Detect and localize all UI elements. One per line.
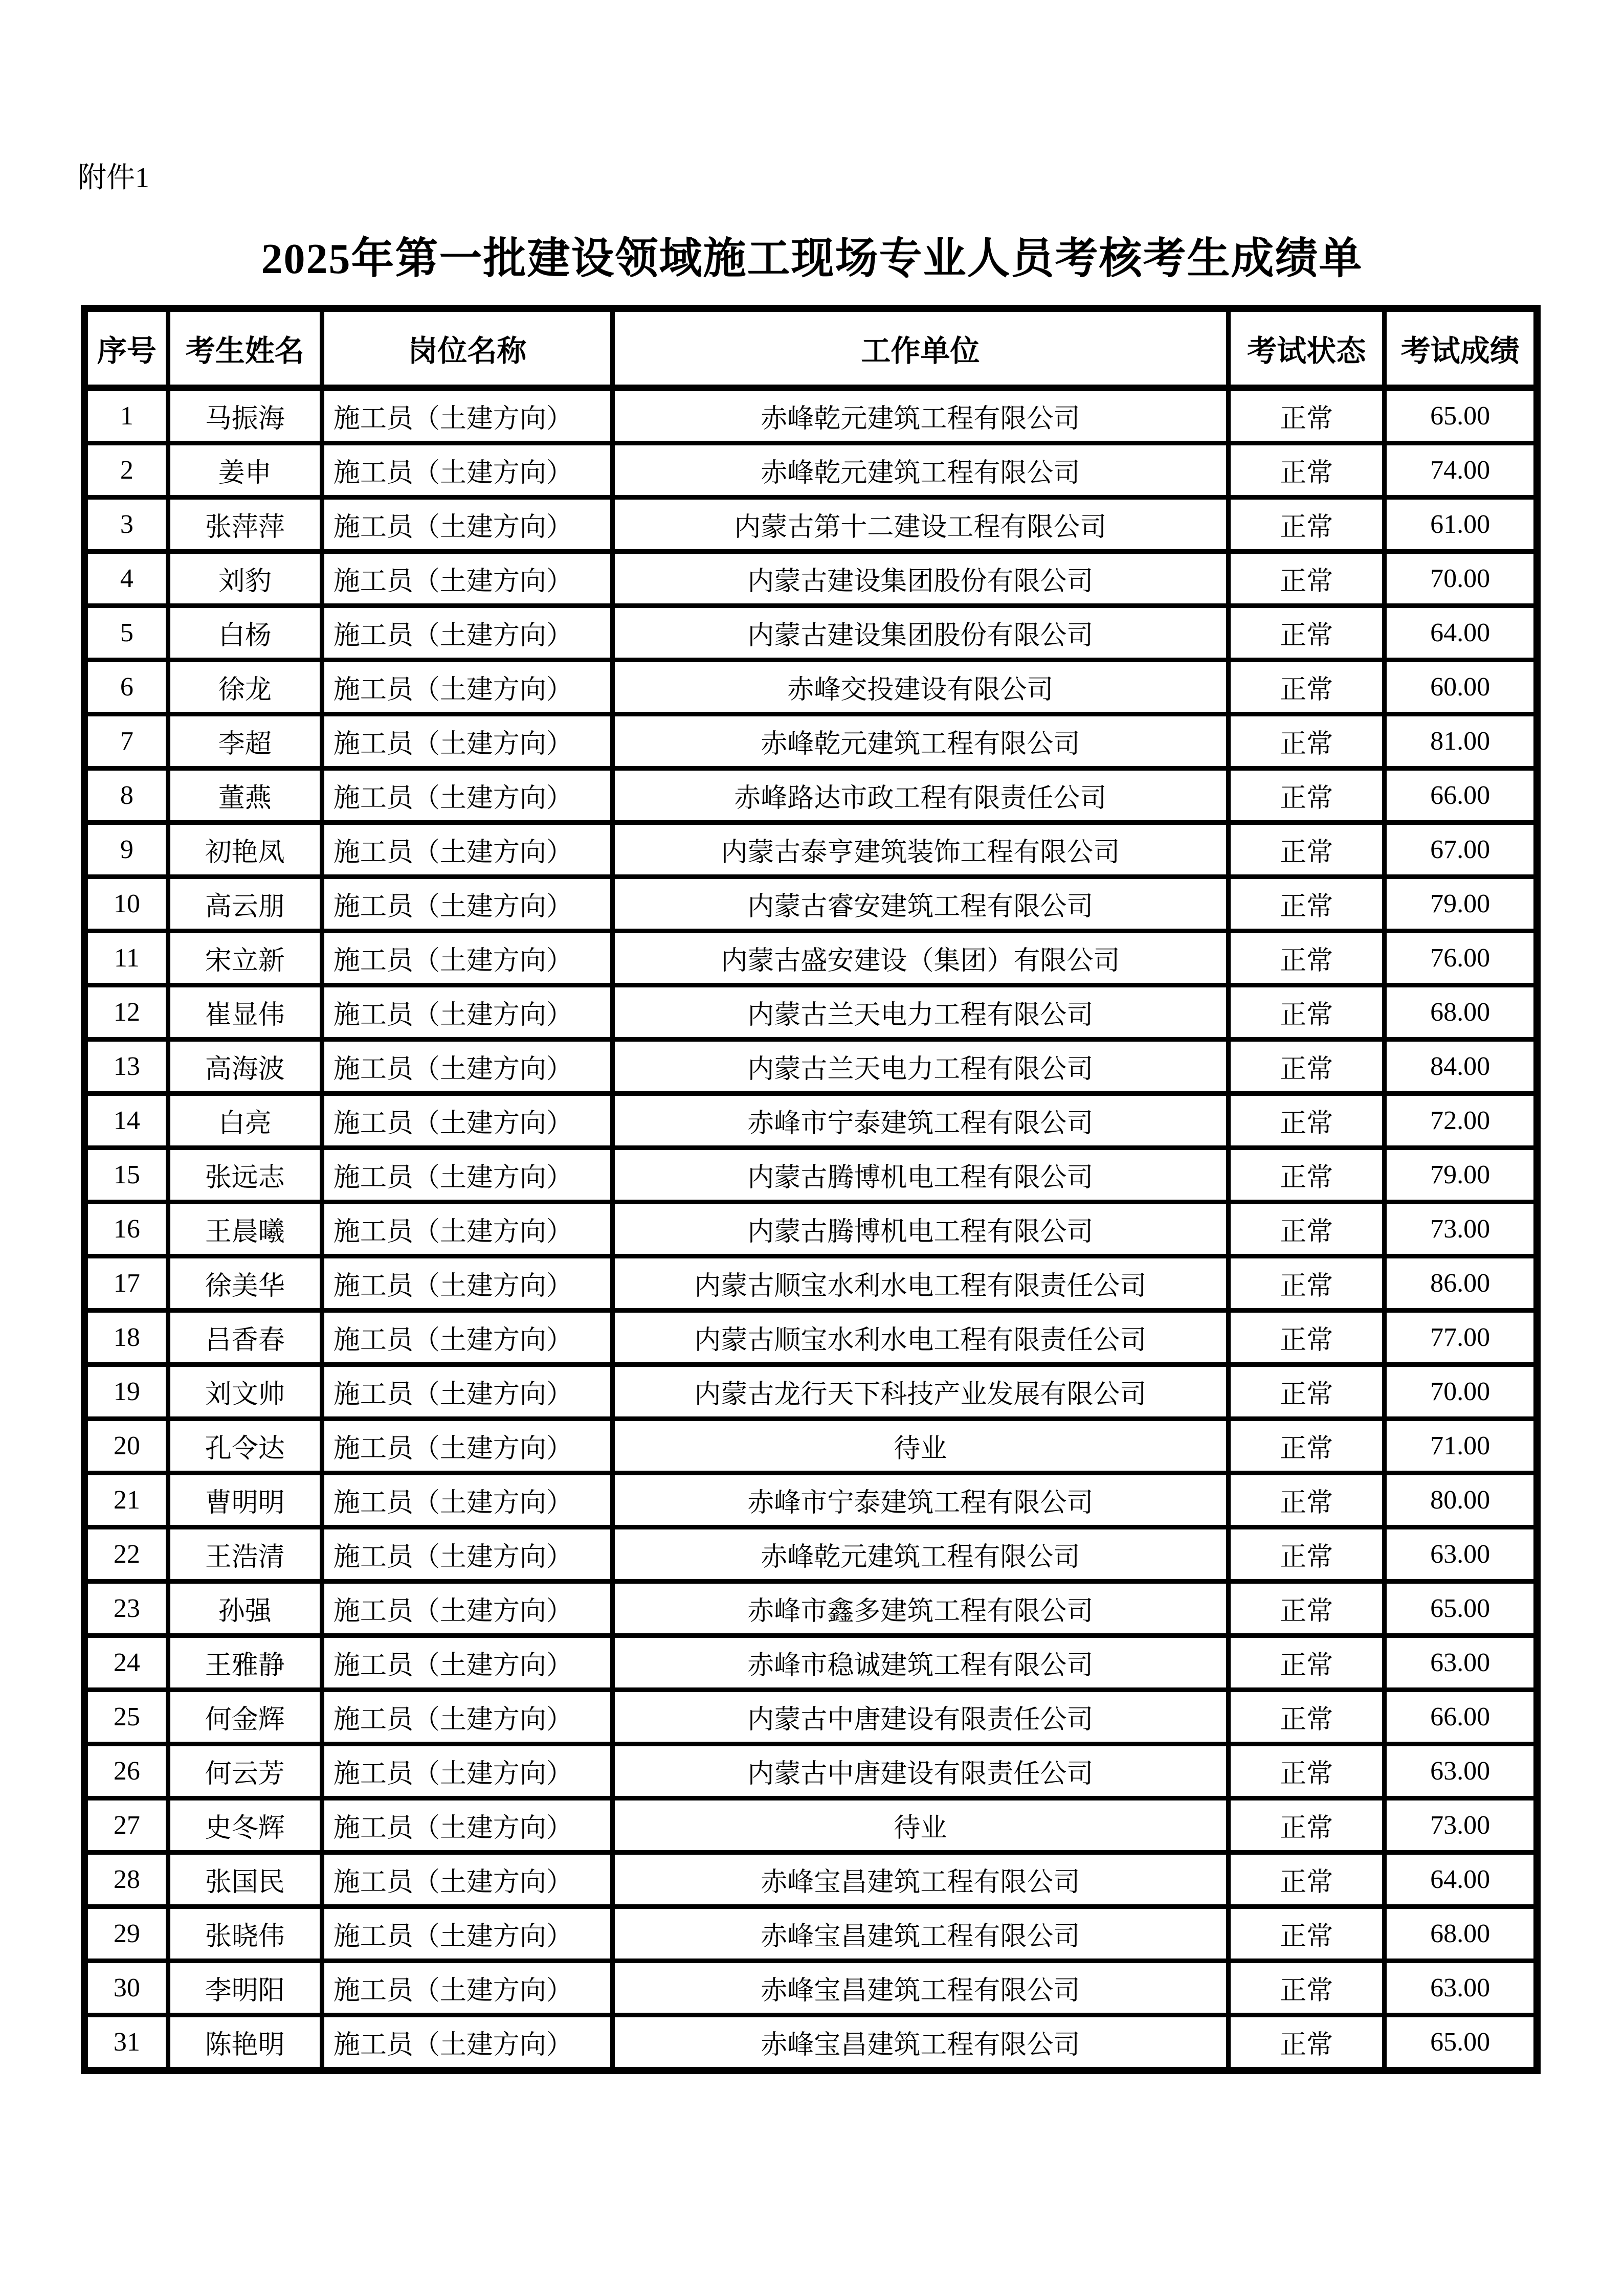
table-cell: 正常 (1228, 985, 1384, 1040)
table-cell: 内蒙古泰亨建筑装饰工程有限公司 (612, 823, 1228, 877)
table-cell: 施工员（土建方向） (322, 1365, 612, 1419)
column-header: 考生姓名 (168, 308, 322, 388)
table-cell: 内蒙古中唐建设有限责任公司 (612, 1744, 1228, 1798)
table-cell: 施工员（土建方向） (322, 1853, 612, 1907)
table-cell: 67.00 (1385, 823, 1537, 877)
table-cell: 内蒙古第十二建设工程有限公司 (612, 498, 1228, 552)
table-cell: 孙强 (168, 1582, 322, 1636)
table-cell: 赤峰市宁泰建筑工程有限公司 (612, 1094, 1228, 1148)
table-row (84, 1582, 1537, 1636)
table-cell: 赤峰乾元建筑工程有限公司 (612, 443, 1228, 498)
table-row (84, 1744, 1537, 1798)
table-cell: 赤峰市宁泰建筑工程有限公司 (612, 1473, 1228, 1527)
table-cell: 施工员（土建方向） (322, 985, 612, 1040)
table-cell: 正常 (1228, 443, 1384, 498)
table-row (84, 552, 1537, 606)
table-cell: 正常 (1228, 388, 1384, 443)
table-cell: 内蒙古盛安建设（集团）有限公司 (612, 931, 1228, 985)
table-cell: 正常 (1228, 2015, 1384, 2071)
table-cell: 正常 (1228, 1582, 1384, 1636)
table-cell: 13 (84, 1040, 168, 1094)
table-cell: 内蒙古兰天电力工程有限公司 (612, 985, 1228, 1040)
table-cell: 刘豹 (168, 552, 322, 606)
table-cell: 63.00 (1385, 1527, 1537, 1582)
table-cell: 施工员（土建方向） (322, 498, 612, 552)
table-cell: 正常 (1228, 660, 1384, 714)
table-cell: 施工员（土建方向） (322, 769, 612, 823)
table-cell: 9 (84, 823, 168, 877)
table-cell: 施工员（土建方向） (322, 1527, 612, 1582)
column-header: 考试状态 (1228, 308, 1384, 388)
table-row (84, 1527, 1537, 1582)
table-cell: 30 (84, 1961, 168, 2015)
table-cell: 14 (84, 1094, 168, 1148)
table-cell: 待业 (612, 1419, 1228, 1473)
table-cell: 26 (84, 1744, 168, 1798)
table-cell: 正常 (1228, 1798, 1384, 1853)
table-cell: 施工员（土建方向） (322, 1636, 612, 1690)
table-row (84, 1202, 1537, 1256)
table-cell: 王晨曦 (168, 1202, 322, 1256)
table-row (84, 1148, 1537, 1202)
table-cell: 何金辉 (168, 1690, 322, 1744)
table-cell: 内蒙古腾博机电工程有限公司 (612, 1202, 1228, 1256)
table-cell: 12 (84, 985, 168, 1040)
table-cell: 施工员（土建方向） (322, 388, 612, 443)
table-row (84, 498, 1537, 552)
table-cell: 正常 (1228, 1419, 1384, 1473)
table-cell: 70.00 (1385, 552, 1537, 606)
table-cell: 施工员（土建方向） (322, 823, 612, 877)
table-cell: 内蒙古建设集团股份有限公司 (612, 552, 1228, 606)
table-cell: 64.00 (1385, 1853, 1537, 1907)
table-cell: 施工员（土建方向） (322, 1202, 612, 1256)
table-cell: 赤峰乾元建筑工程有限公司 (612, 714, 1228, 769)
table-cell: 15 (84, 1148, 168, 1202)
table-cell: 施工员（土建方向） (322, 660, 612, 714)
table-cell: 17 (84, 1256, 168, 1311)
table-row (84, 1636, 1537, 1690)
table-cell: 66.00 (1385, 769, 1537, 823)
table-cell: 31 (84, 2015, 168, 2071)
header-row (84, 308, 1537, 388)
table-cell: 施工员（土建方向） (322, 443, 612, 498)
table-cell: 10 (84, 877, 168, 931)
table-cell: 20 (84, 1419, 168, 1473)
table-cell: 18 (84, 1311, 168, 1365)
table-cell: 高海波 (168, 1040, 322, 1094)
table-cell: 正常 (1228, 1311, 1384, 1365)
table-cell: 86.00 (1385, 1256, 1537, 1311)
table-cell: 84.00 (1385, 1040, 1537, 1094)
table-cell: 崔显伟 (168, 985, 322, 1040)
table-cell: 16 (84, 1202, 168, 1256)
table-cell: 施工员（土建方向） (322, 1744, 612, 1798)
table-cell: 正常 (1228, 1853, 1384, 1907)
table-cell: 施工员（土建方向） (322, 1961, 612, 2015)
table-cell: 22 (84, 1527, 168, 1582)
table-cell: 正常 (1228, 606, 1384, 660)
table-cell: 61.00 (1385, 498, 1537, 552)
table-cell: 李明阳 (168, 1961, 322, 2015)
table-row (84, 823, 1537, 877)
table-cell: 赤峰乾元建筑工程有限公司 (612, 1527, 1228, 1582)
table-cell: 73.00 (1385, 1798, 1537, 1853)
table-cell: 正常 (1228, 1148, 1384, 1202)
table-row (84, 714, 1537, 769)
table-row (84, 1040, 1537, 1094)
table-cell: 董燕 (168, 769, 322, 823)
table-cell: 施工员（土建方向） (322, 1148, 612, 1202)
table-cell: 1 (84, 388, 168, 443)
table-cell: 施工员（土建方向） (322, 552, 612, 606)
table-cell: 王雅静 (168, 1636, 322, 1690)
table-cell: 陈艳明 (168, 2015, 322, 2071)
table-cell: 正常 (1228, 1636, 1384, 1690)
table-cell: 正常 (1228, 1961, 1384, 2015)
table-cell: 68.00 (1385, 1907, 1537, 1961)
table-cell: 63.00 (1385, 1636, 1537, 1690)
table-cell: 赤峰宝昌建筑工程有限公司 (612, 2015, 1228, 2071)
table-cell: 79.00 (1385, 877, 1537, 931)
table-cell: 李超 (168, 714, 322, 769)
table-cell: 姜申 (168, 443, 322, 498)
table-cell: 19 (84, 1365, 168, 1419)
table-cell: 赤峰乾元建筑工程有限公司 (612, 388, 1228, 443)
table-cell: 曹明明 (168, 1473, 322, 1527)
table-cell: 赤峰路达市政工程有限责任公司 (612, 769, 1228, 823)
table-cell: 80.00 (1385, 1473, 1537, 1527)
table-cell: 内蒙古中唐建设有限责任公司 (612, 1690, 1228, 1744)
table-cell: 74.00 (1385, 443, 1537, 498)
table-cell: 施工员（土建方向） (322, 1040, 612, 1094)
table-cell: 8 (84, 769, 168, 823)
table-cell: 施工员（土建方向） (322, 1798, 612, 1853)
table-cell: 施工员（土建方向） (322, 714, 612, 769)
table-cell: 施工员（土建方向） (322, 2015, 612, 2071)
table-cell: 施工员（土建方向） (322, 1094, 612, 1148)
table-cell: 何云芳 (168, 1744, 322, 1798)
table-row (84, 660, 1537, 714)
table-cell: 81.00 (1385, 714, 1537, 769)
table-row (84, 1690, 1537, 1744)
table-row (84, 1256, 1537, 1311)
table-cell: 23 (84, 1582, 168, 1636)
table-cell: 79.00 (1385, 1148, 1537, 1202)
table-row (84, 1853, 1537, 1907)
table-cell: 内蒙古睿安建筑工程有限公司 (612, 877, 1228, 931)
table-cell: 马振海 (168, 388, 322, 443)
table-cell: 刘文帅 (168, 1365, 322, 1419)
table-cell: 正常 (1228, 714, 1384, 769)
table-row (84, 1961, 1537, 2015)
table-cell: 张国民 (168, 1853, 322, 1907)
table-cell: 徐龙 (168, 660, 322, 714)
column-header: 岗位名称 (322, 308, 612, 388)
table-cell: 66.00 (1385, 1690, 1537, 1744)
table-cell: 王浩清 (168, 1527, 322, 1582)
table-cell: 29 (84, 1907, 168, 1961)
table-row (84, 1094, 1537, 1148)
table-cell: 徐美华 (168, 1256, 322, 1311)
table-cell: 张晓伟 (168, 1907, 322, 1961)
table-cell: 正常 (1228, 769, 1384, 823)
table-cell: 内蒙古腾博机电工程有限公司 (612, 1148, 1228, 1202)
table-row (84, 1798, 1537, 1853)
table-cell: 3 (84, 498, 168, 552)
table-cell: 初艳凤 (168, 823, 322, 877)
table-cell: 68.00 (1385, 985, 1537, 1040)
table-cell: 赤峰市稳诚建筑工程有限公司 (612, 1636, 1228, 1690)
table-cell: 施工员（土建方向） (322, 1907, 612, 1961)
table-cell: 正常 (1228, 1256, 1384, 1311)
table-cell: 63.00 (1385, 1961, 1537, 2015)
table-cell: 施工员（土建方向） (322, 606, 612, 660)
table-cell: 施工员（土建方向） (322, 1311, 612, 1365)
table-cell: 2 (84, 443, 168, 498)
score-table (81, 305, 1541, 2074)
table-cell: 76.00 (1385, 931, 1537, 985)
table-row (84, 388, 1537, 443)
table-row (84, 1473, 1537, 1527)
column-header: 工作单位 (612, 308, 1228, 388)
table-cell: 张萍萍 (168, 498, 322, 552)
table-cell: 正常 (1228, 1040, 1384, 1094)
table-cell: 史冬辉 (168, 1798, 322, 1853)
table-cell: 正常 (1228, 552, 1384, 606)
table-row (84, 2015, 1537, 2071)
table-row (84, 1907, 1537, 1961)
table-cell: 高云朋 (168, 877, 322, 931)
table-cell: 65.00 (1385, 388, 1537, 443)
table-cell: 赤峰宝昌建筑工程有限公司 (612, 1961, 1228, 2015)
table-cell: 27 (84, 1798, 168, 1853)
table-cell: 正常 (1228, 1527, 1384, 1582)
table-body (84, 388, 1537, 2071)
table-cell: 正常 (1228, 877, 1384, 931)
table-cell: 正常 (1228, 1365, 1384, 1419)
table-cell: 赤峰宝昌建筑工程有限公司 (612, 1853, 1228, 1907)
table-cell: 7 (84, 714, 168, 769)
table-row (84, 985, 1537, 1040)
column-header: 考试成绩 (1385, 308, 1537, 388)
table-row (84, 769, 1537, 823)
table-cell: 白杨 (168, 606, 322, 660)
table-cell: 11 (84, 931, 168, 985)
table-cell: 施工员（土建方向） (322, 1582, 612, 1636)
table-cell: 内蒙古龙行天下科技产业发展有限公司 (612, 1365, 1228, 1419)
table-row (84, 606, 1537, 660)
table-cell: 65.00 (1385, 2015, 1537, 2071)
table-cell: 正常 (1228, 1744, 1384, 1798)
table-cell: 赤峰交投建设有限公司 (612, 660, 1228, 714)
table-cell: 施工员（土建方向） (322, 877, 612, 931)
table-cell: 正常 (1228, 498, 1384, 552)
table-cell: 25 (84, 1690, 168, 1744)
table-cell: 24 (84, 1636, 168, 1690)
table-cell: 内蒙古顺宝水利水电工程有限责任公司 (612, 1256, 1228, 1311)
table-cell: 正常 (1228, 1094, 1384, 1148)
table-cell: 正常 (1228, 1202, 1384, 1256)
table-cell: 71.00 (1385, 1419, 1537, 1473)
table-cell: 77.00 (1385, 1311, 1537, 1365)
table-row (84, 931, 1537, 985)
column-header: 序号 (84, 308, 168, 388)
table-row (84, 1311, 1537, 1365)
attachment-label: 附件1 (78, 162, 149, 194)
table-cell: 吕香春 (168, 1311, 322, 1365)
table-cell: 21 (84, 1473, 168, 1527)
table-cell: 施工员（土建方向） (322, 1690, 612, 1744)
table-cell: 28 (84, 1853, 168, 1907)
table-cell: 73.00 (1385, 1202, 1537, 1256)
table-cell: 白亮 (168, 1094, 322, 1148)
table-cell: 正常 (1228, 1690, 1384, 1744)
table-cell: 赤峰宝昌建筑工程有限公司 (612, 1907, 1228, 1961)
table-cell: 正常 (1228, 1473, 1384, 1527)
table-cell: 正常 (1228, 823, 1384, 877)
table-cell: 施工员（土建方向） (322, 1473, 612, 1527)
table-cell: 正常 (1228, 1907, 1384, 1961)
table-cell: 63.00 (1385, 1744, 1537, 1798)
table-cell: 孔令达 (168, 1419, 322, 1473)
table-cell: 内蒙古建设集团股份有限公司 (612, 606, 1228, 660)
table-cell: 宋立新 (168, 931, 322, 985)
page-title: 2025年第一批建设领域施工现场专业人员考核考生成绩单 (261, 235, 1363, 283)
table-cell: 施工员（土建方向） (322, 1419, 612, 1473)
table-cell: 张远志 (168, 1148, 322, 1202)
table-cell: 4 (84, 552, 168, 606)
table-cell: 内蒙古兰天电力工程有限公司 (612, 1040, 1228, 1094)
table-cell: 6 (84, 660, 168, 714)
table-cell: 施工员（土建方向） (322, 1256, 612, 1311)
table-cell: 65.00 (1385, 1582, 1537, 1636)
table-row (84, 1365, 1537, 1419)
table-cell: 5 (84, 606, 168, 660)
table-row (84, 443, 1537, 498)
table-cell: 64.00 (1385, 606, 1537, 660)
table-cell: 正常 (1228, 931, 1384, 985)
table-cell: 70.00 (1385, 1365, 1537, 1419)
table-row (84, 877, 1537, 931)
table-cell: 施工员（土建方向） (322, 931, 612, 985)
table-cell: 72.00 (1385, 1094, 1537, 1148)
table-cell: 内蒙古顺宝水利水电工程有限责任公司 (612, 1311, 1228, 1365)
table-cell: 60.00 (1385, 660, 1537, 714)
table-cell: 赤峰市鑫多建筑工程有限公司 (612, 1582, 1228, 1636)
table-row (84, 1419, 1537, 1473)
table-cell: 待业 (612, 1798, 1228, 1853)
